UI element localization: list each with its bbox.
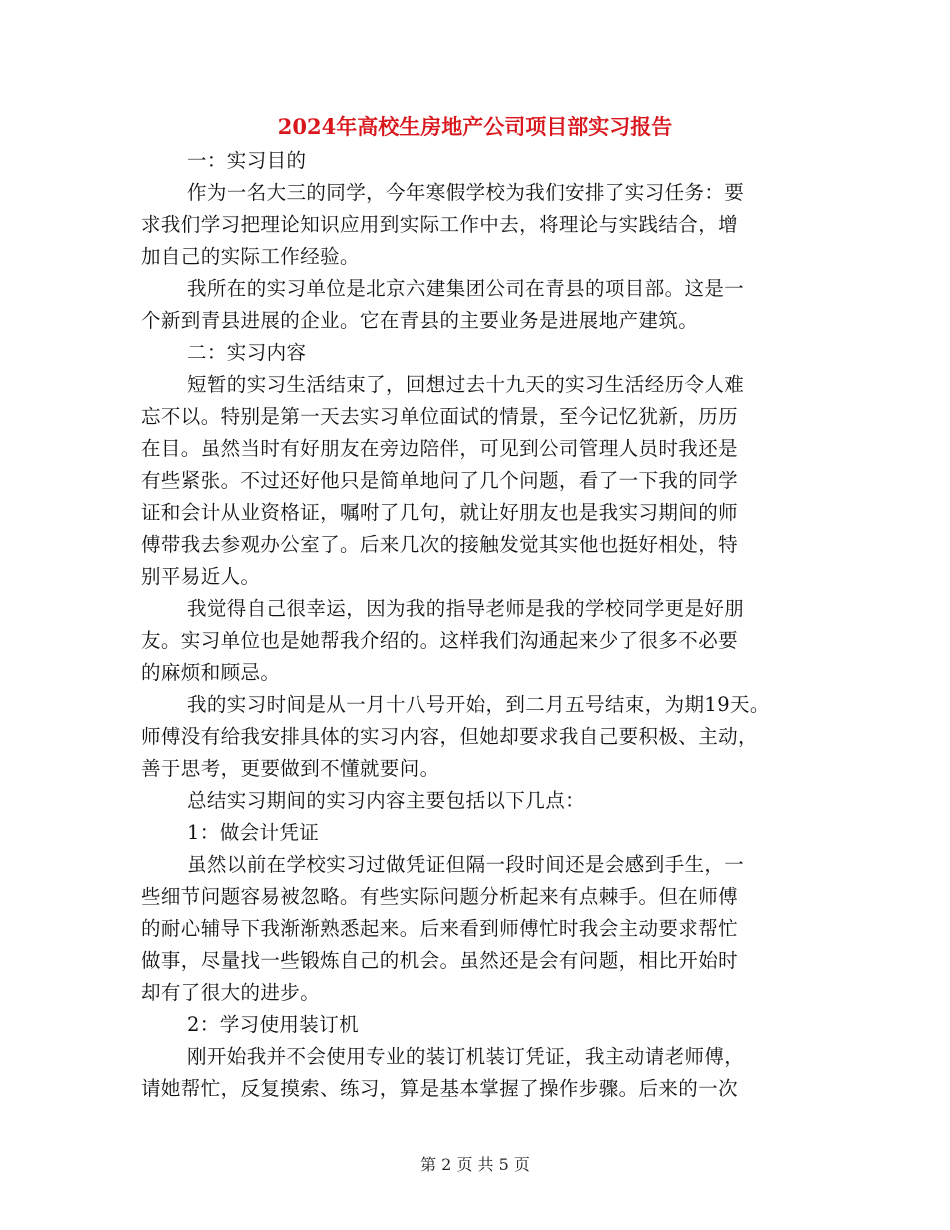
- text-line: 我觉得自己很幸运，因为我的指导老师是我的学校同学更是好朋: [187, 597, 745, 620]
- text-line: 我的实习时间是从一月十八号开始，到二月五号结束，为期19天。: [187, 693, 770, 716]
- text-line: 师傅没有给我安排具体的实习内容，但她却要求我自己要积极、主动，: [141, 725, 758, 748]
- text-line: 1：做会计凭证: [187, 821, 320, 844]
- text-line: 一：实习目的: [187, 149, 307, 172]
- text-line: 友。实习单位也是她帮我介绍的。这样我们沟通起来少了很多不必要: [141, 629, 739, 652]
- text-line: 有些紧张。不过还好他只是简单地问了几个问题，看了一下我的同学: [141, 469, 739, 492]
- text-line: 总结实习期间的实习内容主要包括以下几点：: [187, 789, 586, 812]
- document-title: 2024年高校生房地产公司项目部实习报告: [277, 114, 673, 139]
- document-body: [141, 145, 809, 1105]
- page-footer: 第 2 页 共 5 页: [420, 1155, 530, 1174]
- text-line: 在目。虽然当时有好朋友在旁边陪伴，可见到公司管理人员时我还是: [141, 437, 739, 460]
- text-line: 的耐心辅导下我渐渐熟悉起来。后来看到师傅忙时我会主动要求帮忙: [141, 917, 739, 940]
- text-line: 的麻烦和顾忌。: [141, 661, 281, 684]
- text-line: 请她帮忙，反复摸索、练习，算是基本掌握了操作步骤。后来的一次: [141, 1077, 739, 1100]
- text-line: 刚开始我并不会使用专业的装订机装订凭证，我主动请老师傅，: [187, 1045, 745, 1068]
- text-line: 证和会计从业资格证，嘱咐了几句，就让好朋友也是我实习期间的师: [141, 501, 739, 524]
- text-line: 傅带我去参观办公室了。后来几次的接触发觉其实他也挺好相处，特: [141, 533, 739, 556]
- text-line: 求我们学习把理论知识应用到实际工作中去，将理论与实践结合，增: [141, 213, 739, 236]
- text-line: 二：实习内容: [187, 341, 307, 364]
- text-line: 别平易近人。: [141, 565, 261, 588]
- text-line: 善于思考，更要做到不懂就要问。: [141, 757, 440, 780]
- text-line: 虽然以前在学校实习过做凭证但隔一段时间还是会感到手生，一: [187, 853, 745, 876]
- text-line: 2：学习使用装订机: [187, 1013, 360, 1036]
- text-line: 忘不以。特别是第一天去实习单位面试的情景，至今记忆犹新，历历: [141, 405, 739, 428]
- text-line: 个新到青县进展的企业。它在青县的主要业务是进展地产建筑。: [141, 309, 699, 332]
- text-line: 加自己的实际工作经验。: [141, 245, 360, 268]
- text-line: 做事，尽量找一些锻炼自己的机会。虽然还是会有问题，相比开始时: [141, 949, 739, 972]
- text-line: 短暂的实习生活结束了，回想过去十九天的实习生活经历令人难: [187, 373, 745, 396]
- text-line: 却有了很大的进步。: [141, 981, 321, 1004]
- text-line: 我所在的实习单位是北京六建集团公司在青县的项目部。这是一: [187, 277, 745, 300]
- text-line: 些细节问题容易被忽略。有些实际问题分析起来有点棘手。但在师傅: [141, 885, 739, 908]
- text-line: 作为一名大三的同学，今年寒假学校为我们安排了实习任务：要: [187, 181, 745, 204]
